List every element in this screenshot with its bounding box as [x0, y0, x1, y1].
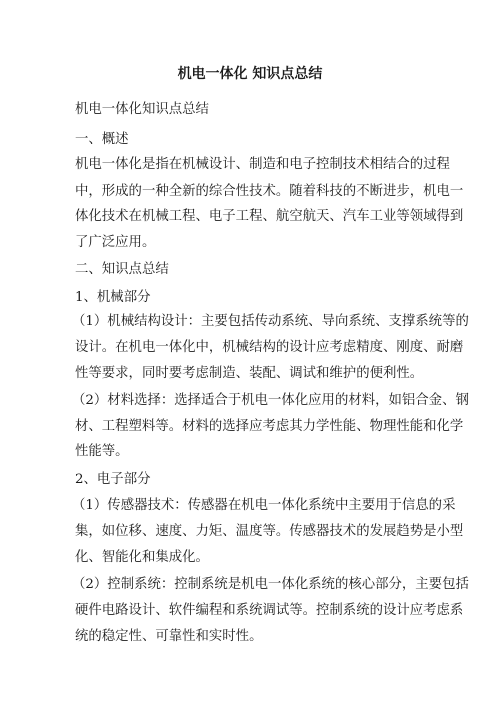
text-line: 集，如位移、速度、力矩、温度等。传感器技术的发展趋势是小型: [75, 524, 464, 539]
text-line: 中，形成的一种全新的综合性技术。随着科技的不断进步，机电一: [75, 184, 464, 199]
text-line: 硬件电路设计、软件编程和系统调试等。控制系统的设计应考虑系: [75, 603, 464, 618]
text-line: 了广泛应用。: [75, 235, 156, 250]
text-line: 体化技术在机械工程、电子工程、航空航天、汽车工业等领域得到: [75, 209, 464, 224]
text-line: （2）控制系统：控制系统是机电一体化系统的核心部分，主要包括: [72, 577, 469, 592]
subsection-heading: 2、电子部分: [75, 472, 151, 487]
text-line: 机电一体化知识点总结: [75, 102, 209, 117]
text-line: （1）传感器技术：传感器在机电一体化系统中主要用于信息的采: [72, 498, 456, 513]
text-line: 性能等。: [75, 444, 129, 459]
text-line: 性等要求，同时要考虑制造、装配、调试和维护的便利性。: [75, 366, 424, 381]
text-line: 统的稳定性、可靠性和实时性。: [75, 629, 263, 644]
text-line: （1）机械结构设计：主要包括传动系统、导向系统、支撑系统等的: [72, 314, 469, 329]
subsection-heading: 1、机械部分: [75, 290, 151, 305]
text-line: 化、智能化和集成化。: [75, 550, 209, 565]
section-heading: 二、知识点总结: [75, 262, 169, 277]
text-line: 材、工程塑料等。材料的选择应考虑其力学性能、物理性能和化学: [75, 419, 464, 434]
document-title: 机电一体化 知识点总结: [177, 66, 323, 82]
section-heading: 一、概述: [75, 132, 129, 147]
text-line: 设计。在机电一体化中，机械结构的设计应考虑精度、刚度、耐磨: [75, 340, 464, 355]
text-line: 机电一体化是指在机械设计、制造和电子控制技术相结合的过程: [75, 157, 450, 172]
text-line: （2）材料选择：选择适合于机电一体化应用的材料，如铝合金、钢: [72, 393, 469, 408]
